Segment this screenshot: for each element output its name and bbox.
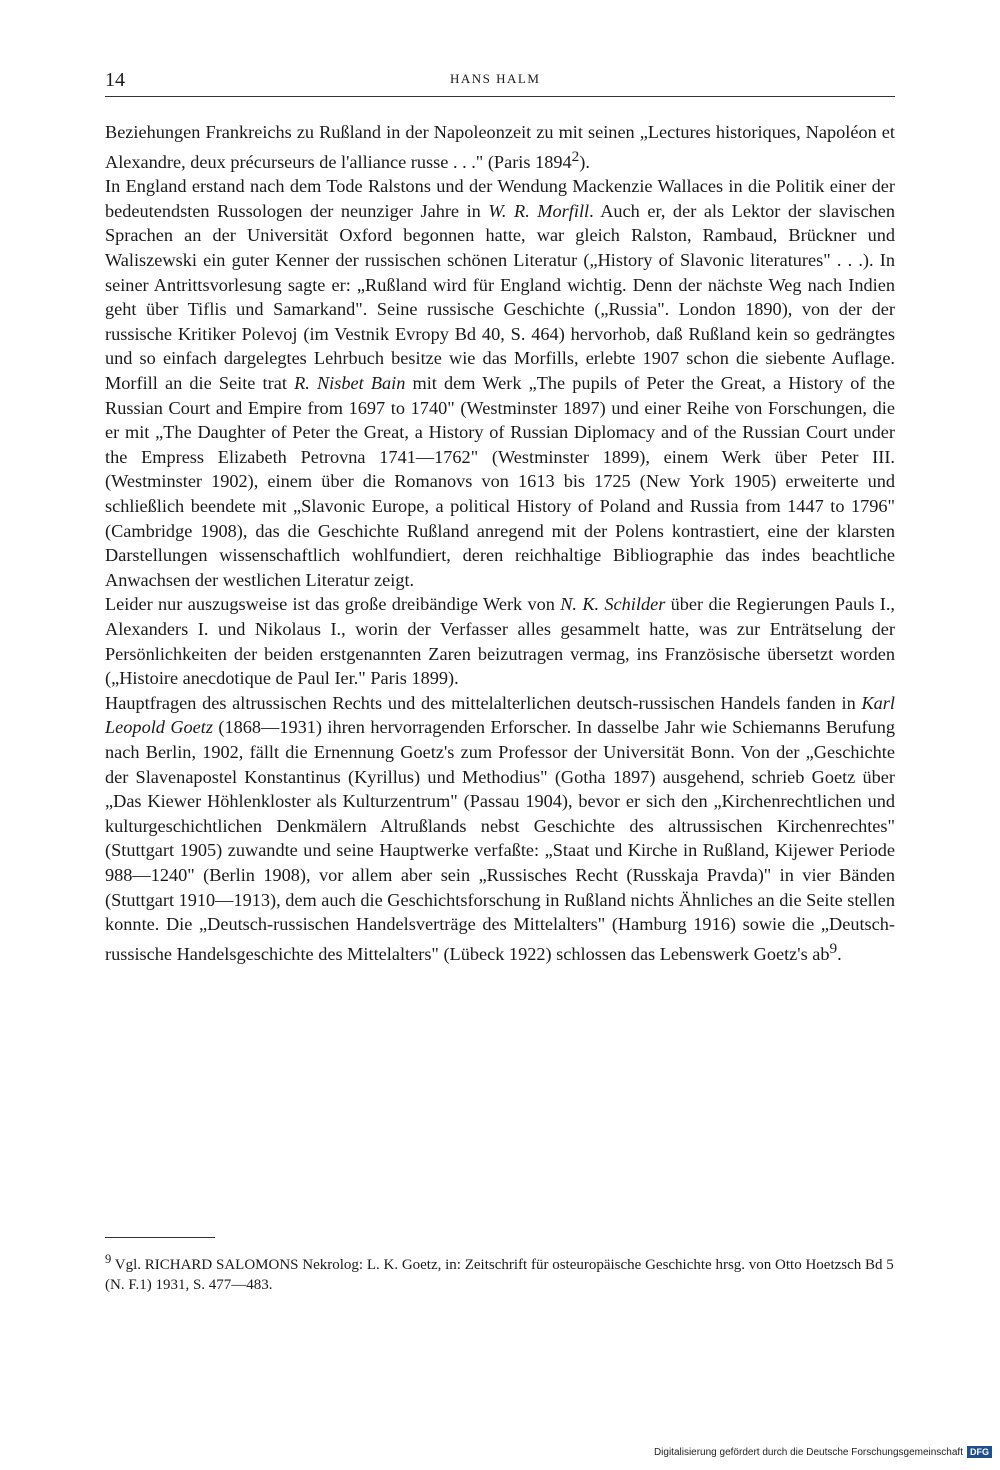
paragraph — [105, 120, 895, 174]
paragraph — [105, 691, 895, 967]
footnote-reference: 9 — [829, 939, 838, 957]
footnote-reference: 2 — [571, 147, 580, 165]
page-header — [105, 66, 895, 97]
paragraph — [105, 174, 895, 592]
paragraph — [105, 592, 895, 690]
italic-name: Karl Leopold Goetz — [105, 692, 895, 738]
italic-name: R. Nisbet Bain — [294, 373, 406, 394]
credit-text: Digitalisierung gefördert durch die Deutsche Forschungsgemeinschaft — [653, 1446, 963, 1458]
paragraph-text: Leider nur auszugsweise ist das große dreibändige Werk von — [105, 594, 561, 615]
paragraph-text: Beziehungen Frankreichs zu Rußland in der Napoleonzeit zu mit seinen „Lectures historiques, Napoléon et Alexandre, deux précurseurs de l'alliance russe . . ." (Paris 1894 — [105, 122, 895, 172]
italic-name: W. R. Morfill — [488, 200, 590, 221]
paragraph-text: über die Regierungen Pauls I., Alexanders I. und Nikolaus I., worin der Verfasser alles gesammelt hatte, was zur Enträtselung der Persönlichkeiten der beiden erstgenannten Zaren beizutragen vermag, ins Französische übersetzt worden („Histoire anecdotique de Paul Ier." Paris 1899). — [105, 594, 895, 689]
digitization-credit — [654, 1446, 992, 1458]
footnote — [105, 1249, 895, 1295]
page-number: 14 — [105, 69, 125, 91]
paragraph-text: . Auch er, der als Lektor der slavischen Sprachen an der Universität Oxford begonnen hatte, war gleich Ralston, Rambaud, Brückner und Waliszewski ein guter Kenner der russischen schönen Literatur („History of Slavonic literatures" . . .). In seiner Antrittsvorlesung sagte er: „Rußland wird für England wichtig. Denn der nächste Weg nach Indien geht über Tiflis und Samarkand". Seine russische Geschichte („Russia". London 1890), von der der russische Kritiker Polevoj (im Vestnik Evropy Bd 40, S. 464) hervorhob, daß Rußland kein so gedrängtes und so einfach dargelegtes Lehrbuch besitze wie das Morfills, erlebte 1907 schon die siebente Auflage. Morfill an die Seite trat — [105, 200, 895, 394]
paragraph-text: In England erstand nach dem Tode Ralstons und der Wendung Mackenzie Wallaces in die Politik einer der bedeutendsten Russologen der neunziger Jahre in — [105, 176, 895, 221]
running-head: HANS HALM — [450, 71, 541, 86]
body-text — [105, 120, 895, 966]
dfg-logo: DFG — [967, 1446, 992, 1458]
paragraph-text: . — [837, 943, 842, 964]
paragraph-text: mit dem Werk „The pupils of Peter the Great, a History of the Russian Court and Empire from 1697 to 1740" (Westminster 1897) und einer Reihe von Forschungen, die er mit „The Daughter of Peter the Great, a History of Russian Diplomacy and of the Russian Court under the Empress Elizabeth Petrovna 1741—1762" (Westminster 1899), einem Werk über Peter III. (Westminster 1902), einem über die Romanovs von 1613 bis 1725 (New York 1905) erweiterte und schließlich beendete mit „Slavonic Europe, a political History of Poland and Russia from 1447 to 1796" (Cambridge 1908), das die Geschichte Rußland anregend mit der Polens kontrastiert, eine der klarsten Darstellungen wissenschaftlich wohlfundiert, deren reichhaltige Bibliographie das indes beachtliche Anwachsen der westlichen Literatur zeigt. — [105, 373, 895, 590]
paragraph-text: (1868—1931) ihren hervorragenden Erforscher. In dasselbe Jahr wie Schiemanns Berufung nach Berlin, 1902, fällt die Ernennung Goetz's zum Professor der Universität Bonn. Von der „Geschichte der Slavenapostel Konstantinus (Kyrillus) und Methodius" (Gotha 1897) ausgehend, schrieb Goetz über „Das Kiewer Höhlenkloster als Kulturzentrum" (Passau 1904), bevor er sich den „Kirchenrechtlichen und kulturgeschichtlichen Denkmälern Altrußlands nebst Geschichte des altrussischen Kirchenrechtes" (Stuttgart 1905) zuwandte und seine Hauptwerke verfaßte: „Staat und Kirche in Rußland, Kijewer Periode 988—1240" (Berlin 1908), vor allem aber sein „Russisches Recht (Russkaja Pravda)" in vier Bänden (Stuttgart 1910—1913), dem auch die Geschichtsforschung in Rußland nichts Ähnliches an die Seite stellen konnte. Die „Deutsch-russischen Handelsverträge des Mittelalters" (Hamburg 1916) sowie die „Deutsch-russische Handelsgeschichte des Mittelalters" (Lübeck 1922) schlossen das Lebenswerk Goetz's ab — [105, 717, 895, 964]
footnote-text: Vgl. RICHARD SALOMONS Nekrolog: L. K. Goetz, in: Zeitschrift für osteuropäische Geschichte hrsg. von Otto Hoetzsch Bd 5 (N. F.1) 1931, S. 477—483. — [105, 1257, 894, 1293]
italic-name: N. K. Schilder — [560, 594, 666, 615]
paragraph-text: Hauptfragen des altrussischen Rechts und des mittelalterlichen deutsch-russischen Handels fanden in — [105, 692, 862, 713]
footnote-marker: 9 — [105, 1252, 112, 1266]
footnote-divider — [105, 1237, 215, 1238]
paragraph-text: ). — [579, 151, 590, 172]
